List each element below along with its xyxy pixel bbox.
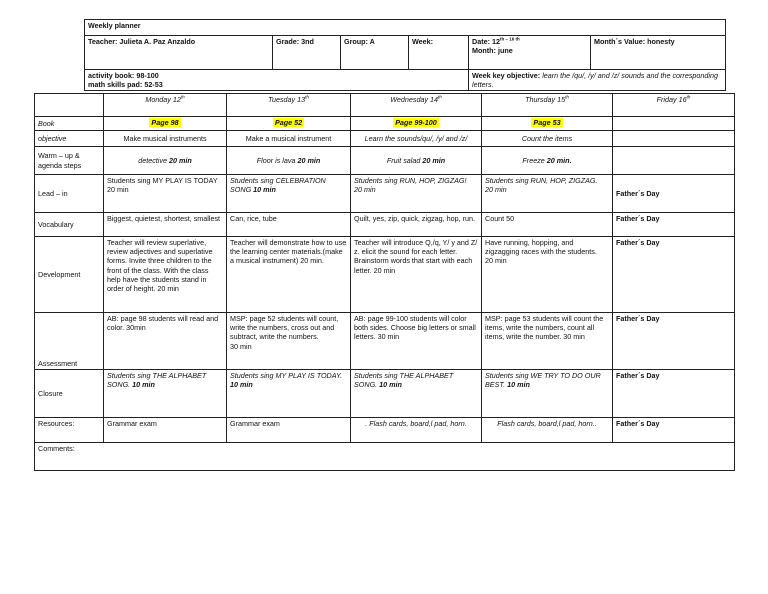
book-cell (613, 117, 735, 131)
resources-cell: Flash cards, board,l pad, horn.. (482, 418, 613, 443)
development-cell: Teacher will demonstrate how to use the learning center materials.(make a musical instrument) 20 min. (227, 237, 351, 313)
planner-table (34, 93, 735, 471)
row-label-objective: objective (35, 131, 104, 147)
vocabulary-cell: Quilt, yes, zip, quick, zigzag, hop, run. (351, 213, 482, 237)
warmup-cell: Floor is lava 20 min (227, 147, 351, 175)
objective-row (35, 131, 735, 147)
book-row (35, 117, 735, 131)
development-row (35, 237, 735, 313)
development-cell: Teacher will introduce Q,/q, Y/ y and Z/ z. elicit the sound for each letter. Brainstorm words that start with each letter. 20 min (351, 237, 482, 313)
books-info (85, 70, 469, 91)
day-header: Friday 16th (613, 94, 735, 117)
assessment-cell: Father´s Day (613, 313, 735, 370)
objective-cell (613, 131, 735, 147)
closure-cell: Father´s Day (613, 370, 735, 418)
row-label-book: Book (35, 117, 104, 131)
closure-cell: Students sing THE ALPHABET SONG. 10 min (351, 370, 482, 418)
row-label-assessment: Assessment (35, 313, 104, 370)
activity-book: activity book: 98-100 (88, 71, 159, 80)
objective-cell: Learn the sounds/qu/, /y/ and /z/ (351, 131, 482, 147)
month: Month: june (472, 46, 513, 56)
closure-cell: Students sing MY PLAY IS TODAY. 10 min (227, 370, 351, 418)
leadin-cell: Students sing RUN, HOP, ZIGZAG. 20 min (482, 175, 613, 213)
warmup-cell: Freeze 20 min. (482, 147, 613, 175)
grade: Grade: 3nd (273, 36, 341, 70)
row-label-warmup: Warm – up & agenda steps (35, 147, 104, 175)
leadin-cell: Students sing CELEBRATION SONG 10 min (227, 175, 351, 213)
corner-cell (35, 94, 104, 117)
comments-cell: Comments: (35, 443, 735, 471)
assessment-row (35, 313, 735, 370)
planner-title: Weekly planner (85, 20, 726, 36)
week-objective-text: learn the /qu/, /y/ and /z/ sounds and the corresponding letters. (472, 71, 718, 90)
closure-cell: Students sing THE ALPHABET SONG. 10 min (104, 370, 227, 418)
math-skills-pad: math skills pad: 52-53 (88, 80, 163, 90)
row-label-leadin: Lead – in (35, 175, 104, 213)
vocabulary-cell: Biggest, quietest, shortest, smallest (104, 213, 227, 237)
vocabulary-cell: Count 50 (482, 213, 613, 237)
date-suffix: th – 16 th (499, 36, 520, 42)
date: Date: 12 (472, 37, 500, 46)
resources-cell: Grammar exam (227, 418, 351, 443)
assessment-cell: AB: page 99-100 students will color both sides. Choose big letters or small letters. 30 min (351, 313, 482, 370)
warmup-cell (613, 147, 735, 175)
row-label-resources: Resources: (35, 418, 104, 443)
resources-cell: Father´s Day (613, 418, 735, 443)
book-cell: Page 52 (227, 117, 351, 131)
development-cell: Have running, hopping, and zigzagging races with the students. 20 min (482, 237, 613, 313)
resources-cell: . Flash cards, board,l pad, horn. (351, 418, 482, 443)
warmup-cell: detective 20 min (104, 147, 227, 175)
leadin-cell: Students sing MY PLAY IS TODAY 20 min (104, 175, 227, 213)
vocabulary-row (35, 213, 735, 237)
day-header: Wednesday 14th (351, 94, 482, 117)
group: Group: A (341, 36, 409, 70)
resources-row (35, 418, 735, 443)
book-cell: Page 53 (482, 117, 613, 131)
planner-header (84, 19, 726, 91)
development-cell: Father´s Day (613, 237, 735, 313)
resources-cell: Grammar exam (104, 418, 227, 443)
row-label-vocabulary: Vocabulary (35, 213, 104, 237)
assessment-cell: MSP: page 53 students will count the items, write the numbers, count all items, write the number. 30 min (482, 313, 613, 370)
day-header: Monday 12th (104, 94, 227, 117)
objective-cell: Count the items (482, 131, 613, 147)
day-header-row (35, 94, 735, 117)
assessment-cell: AB: page 98 students will read and color. 30min (104, 313, 227, 370)
assessment-cell: MSP: page 52 students will count, write the numbers, cross out and subtract, write the numbers. 30 min (227, 313, 351, 370)
week: Week: (409, 36, 469, 70)
teacher-name: Teacher: Julieta A. Paz Anzaldo (85, 36, 273, 70)
book-cell: Page 98 (104, 117, 227, 131)
book-cell: Page 99-100 (351, 117, 482, 131)
row-label-closure: Closure (35, 370, 104, 418)
leadin-cell: Father´s Day (613, 175, 735, 213)
warmup-row (35, 147, 735, 175)
week-objective (469, 70, 726, 91)
date-month (469, 36, 591, 70)
week-objective-label: Week key objective: (472, 71, 541, 80)
development-cell: Teacher will review superlative, review adjectives and superlative forms. Invite three children to the front of the class. With the class help have the students stand in order of height. 20 min (104, 237, 227, 313)
leadin-row (35, 175, 735, 213)
vocabulary-cell: Can, rice, tube (227, 213, 351, 237)
vocabulary-cell: Father´s Day (613, 213, 735, 237)
row-label-development: Development (35, 237, 104, 313)
closure-cell: Students sing WE TRY TO DO OUR BEST. 10 min (482, 370, 613, 418)
day-header: Tuesday 13th (227, 94, 351, 117)
month-value: Month´s Value: honesty (591, 36, 726, 70)
objective-cell: Make musical instruments (104, 131, 227, 147)
comments-row (35, 443, 735, 471)
objective-cell: Make a musical instrument (227, 131, 351, 147)
leadin-cell: Students sing RUN, HOP, ZIGZAG! 20 min (351, 175, 482, 213)
closure-row (35, 370, 735, 418)
warmup-cell: Fruit salad 20 min (351, 147, 482, 175)
day-header: Thursday 15th (482, 94, 613, 117)
